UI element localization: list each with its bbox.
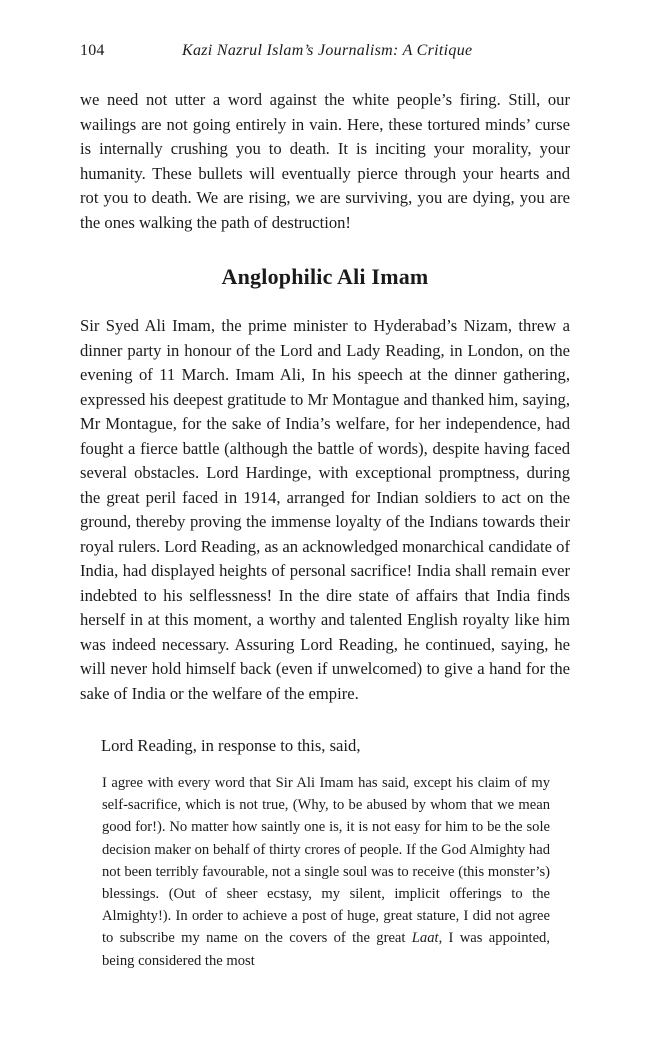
running-header <box>80 42 570 66</box>
quote-italic-word: Laat <box>411 930 439 947</box>
paragraph-ali-imam-dinner: Sir Syed Ali Imam, the prime minister to Hyderabad’s Nizam, threw a dinner party in honour of the Lord and Lady Reading, in London, on the evening of 11 March. Imam Ali, In his speech at the dinner gathering, expressed his deepest gratitude to Mr Montague and thanked him, saying, Mr Montague, for the sake of India’s welfare, for her independence, had fought a fierce battle (although the battle of words), despite having faced several obstacles. Lord Hardinge, with exceptional promptness, during the great peril faced in 1914, arranged for Indian soldiers to act on the ground, thereby proving the immense loyalty of the Indians towards their royal rulers. Lord Reading, as an acknowledged monarchical candidate of India, had displayed heights of personal sacrifice! India shall remain ever indebted to his selflessness! In the dire state of affairs that India finds herself in at this moment, a worthy and talented English royalty like him was indeed necessary. Assuring Lord Reading, he continued, saying, he will never hold himself back (even if unwelcomed) to give a hand for the sake of India or the welfare of the empire. <box>80 316 570 703</box>
quote-text-after: , I was appointed, being considered the most <box>102 930 550 969</box>
block-quote <box>102 772 550 972</box>
quote-text-before: I agree with every word that Sir Ali Imam has said, except his claim of my self-sacrifice, which is not true, (Why, to be abused by whom that we mean good for!). No matter how saintly one is, it is not easy for him to be the sole decision maker on behalf of thirty crores of people. If the God Almighty had not been terribly favourable, not a single soul was to receive (this monster’s) blessings. (Out of sheer ecstasy, my silent, implicit offerings to the Almighty!). In order to achieve a post of huge, great stature, I did not agree to subscribe my name on the covers of the great <box>102 775 550 947</box>
paragraph-continuation: we need not utter a word against the white people’s firing. Still, our wailings are not going entirely in vain. Here, these tortured minds’ curse is internally crushing you to death. It is inciting your morality, your humanity. These bullets will eventually pierce through your hearts and rot you to death. We are rising, we are surviving, you are dying, you are the ones walking the path of destruction! <box>80 90 570 232</box>
running-title: Kazi Nazrul Islam’s Journalism: A Critique <box>182 42 473 59</box>
section-heading: Anglophilic Ali Imam <box>221 264 429 289</box>
page-number: 104 <box>80 42 105 59</box>
paragraph-lord-reading-response: Lord Reading, in response to this, said, <box>101 736 361 755</box>
